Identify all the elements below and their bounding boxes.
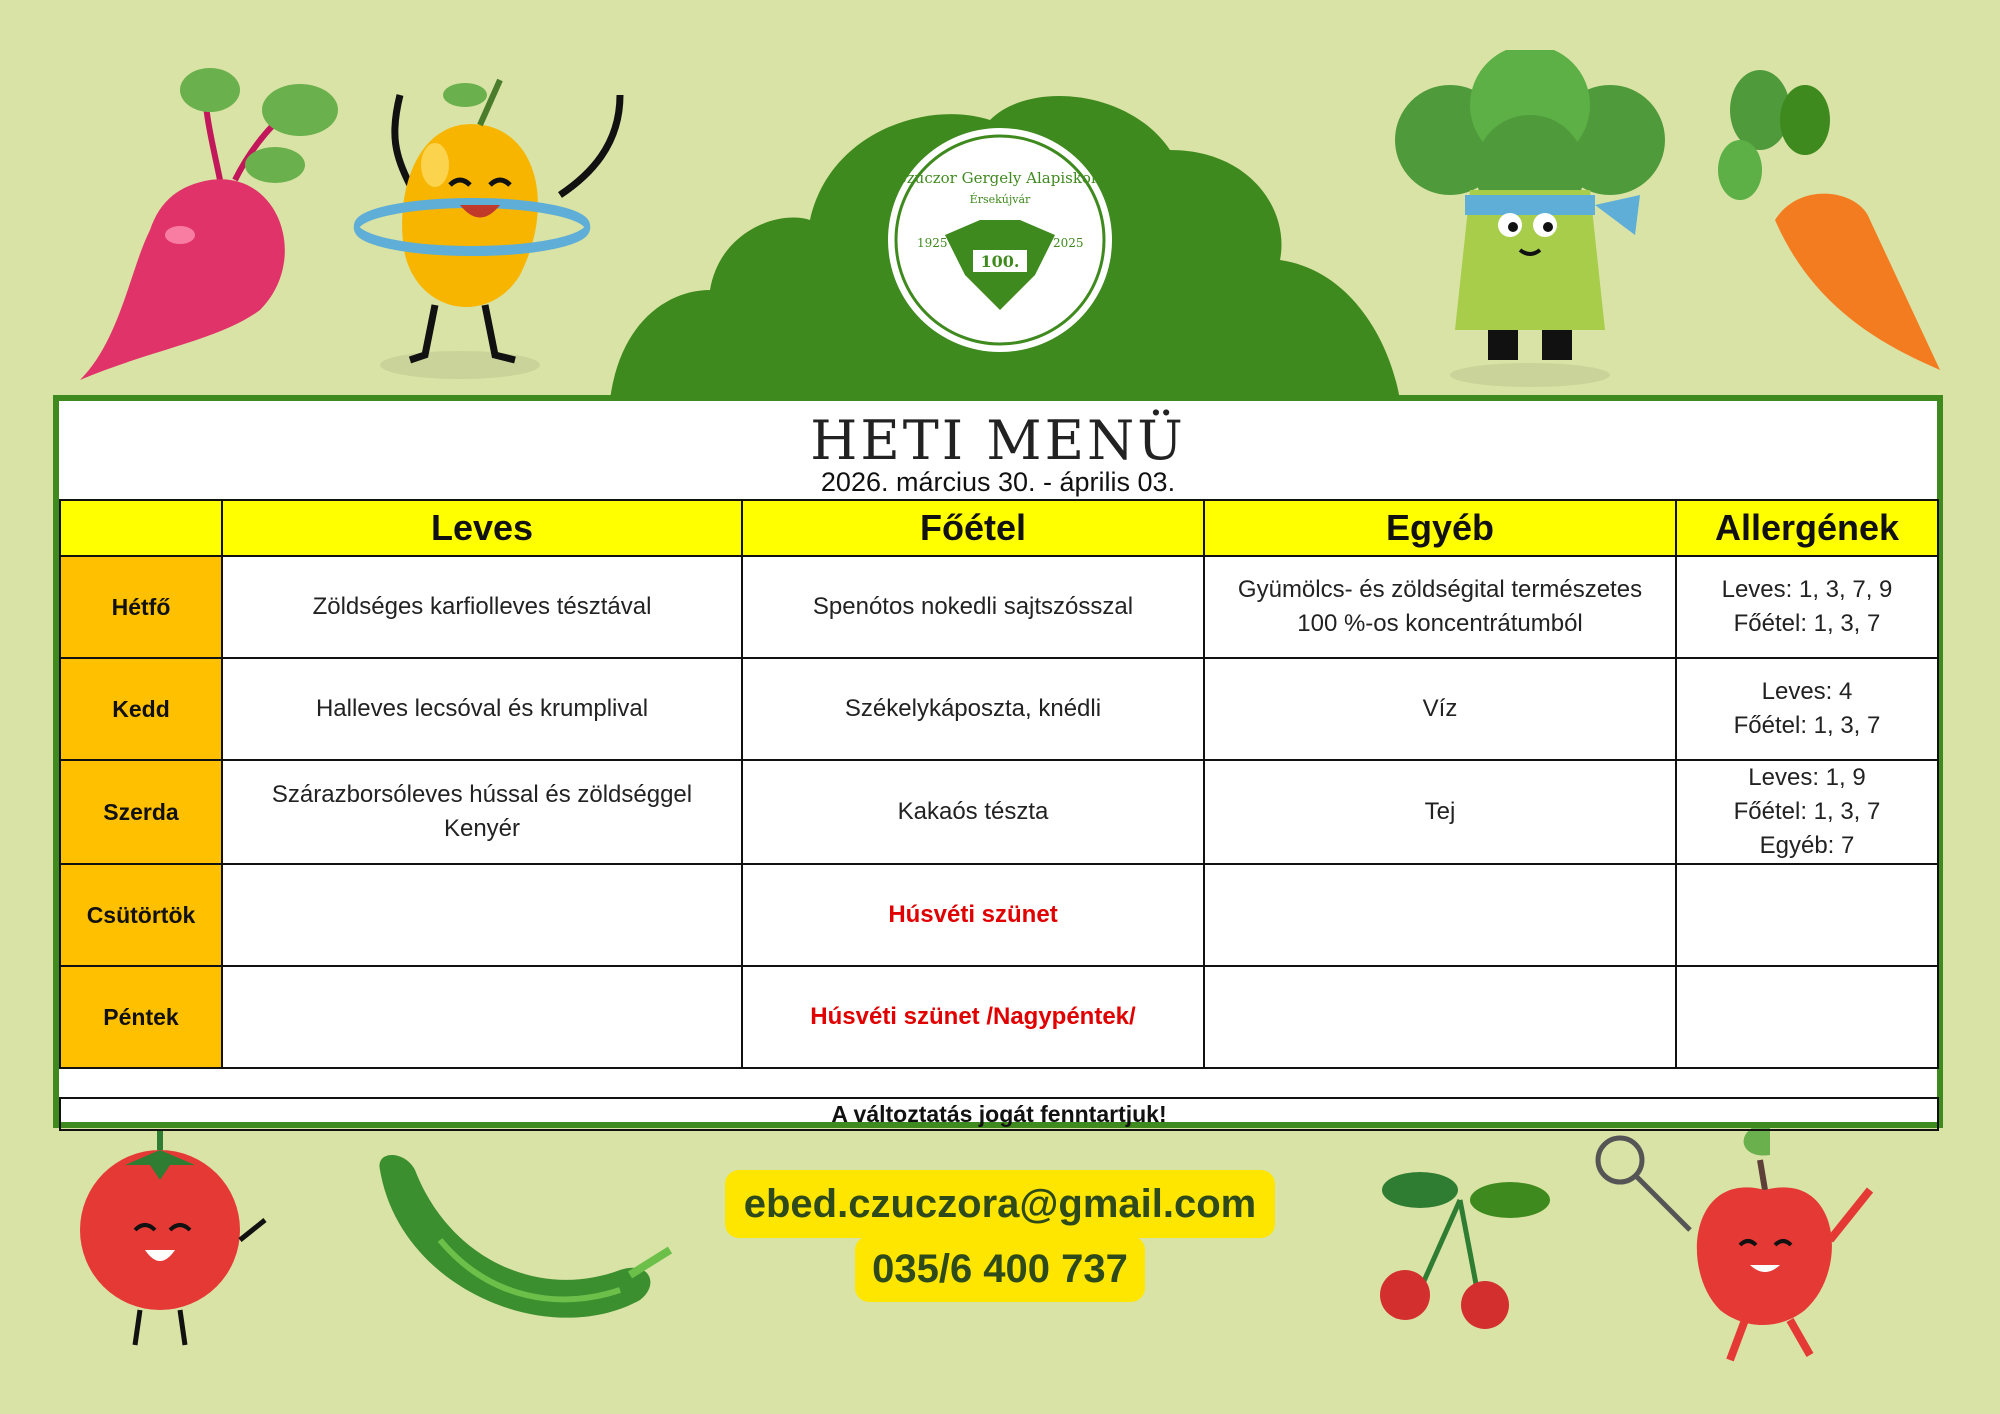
soup-cell: Halleves lecsóval és krumplival	[222, 658, 742, 760]
allergens-cell	[1676, 966, 1938, 1068]
logo-city: Érsekújvár	[969, 193, 1031, 206]
day-label: Csütörtök	[60, 864, 222, 966]
cherries-icon	[1360, 1160, 1560, 1330]
school-logo-icon	[885, 125, 1115, 355]
footer-note: A változtatás jogát fenntartjuk!	[60, 1098, 1938, 1130]
main-course-cell: Spenótos nokedli sajtszósszal	[742, 556, 1204, 658]
soup-cell	[222, 864, 742, 966]
table-row	[60, 760, 1938, 864]
day-label: Péntek	[60, 966, 222, 1068]
holiday-cell: Húsvéti szünet /Nagypéntek/	[742, 966, 1204, 1068]
day-label: Hétfő	[60, 556, 222, 658]
allergens-cell	[1676, 864, 1938, 966]
logo-year-end: 2025	[1053, 236, 1084, 250]
apple-character-icon	[1580, 1110, 1900, 1370]
table-row	[60, 966, 1938, 1068]
table-row	[60, 864, 1938, 966]
main-course-cell: Kakaós tészta	[742, 760, 1204, 864]
header-day-column	[60, 500, 222, 556]
other-cell	[1204, 864, 1676, 966]
table-row	[60, 658, 1938, 760]
broccoli-character-icon	[1380, 50, 1680, 390]
soup-cell	[222, 966, 742, 1068]
header-main-course: Főétel	[742, 500, 1204, 556]
header-other: Egyéb	[1204, 500, 1676, 556]
weekly-menu-card	[53, 395, 1943, 1128]
table-row	[60, 556, 1938, 658]
other-cell: Gyümölcs- és zöldségital természetes 100 %-os koncentrátumból	[1204, 556, 1676, 658]
beet-icon	[60, 50, 350, 380]
other-cell: Víz	[1204, 658, 1676, 760]
tomato-character-icon	[70, 1120, 270, 1350]
allergens-cell: Leves: 1, 3, 7, 9 Főétel: 1, 3, 7	[1676, 556, 1938, 658]
carrot-icon	[1700, 70, 1940, 380]
mango-character-icon	[340, 55, 640, 390]
contact-email[interactable]: ebed.czuczora@gmail.com	[725, 1170, 1275, 1238]
logo-school-name: Czuczor Gergely Alapiskola	[895, 169, 1105, 187]
table-header-row	[60, 500, 1938, 556]
soup-cell: Zöldséges karfiolleves tésztával	[222, 556, 742, 658]
contact-phone[interactable]: 035/6 400 737	[855, 1236, 1145, 1302]
other-cell	[1204, 966, 1676, 1068]
soup-cell: Szárazborsóleves hússal és zöldséggel Kenyér	[222, 760, 742, 864]
allergens-cell: Leves: 1, 9 Főétel: 1, 3, 7 Egyéb: 7	[1676, 760, 1938, 864]
logo-anniversary: 100.	[980, 252, 1020, 271]
menu-title: HETI MENÜ	[810, 409, 1186, 472]
footer-row	[60, 1098, 1938, 1130]
logo-year-start: 1925	[917, 236, 948, 250]
cucumber-icon	[370, 1150, 680, 1350]
day-label: Szerda	[60, 760, 222, 864]
header-allergens: Allergének	[1676, 500, 1938, 556]
other-cell: Tej	[1204, 760, 1676, 864]
spacer-row	[60, 1068, 1938, 1098]
main-course-cell: Székelykáposzta, knédli	[742, 658, 1204, 760]
day-label: Kedd	[60, 658, 222, 760]
menu-date-range: 2026. március 30. - április 03.	[820, 467, 1176, 497]
holiday-cell: Húsvéti szünet	[742, 864, 1204, 966]
menu-table	[59, 499, 1939, 1131]
allergens-cell: Leves: 4 Főétel: 1, 3, 7	[1676, 658, 1938, 760]
header-soup: Leves	[222, 500, 742, 556]
